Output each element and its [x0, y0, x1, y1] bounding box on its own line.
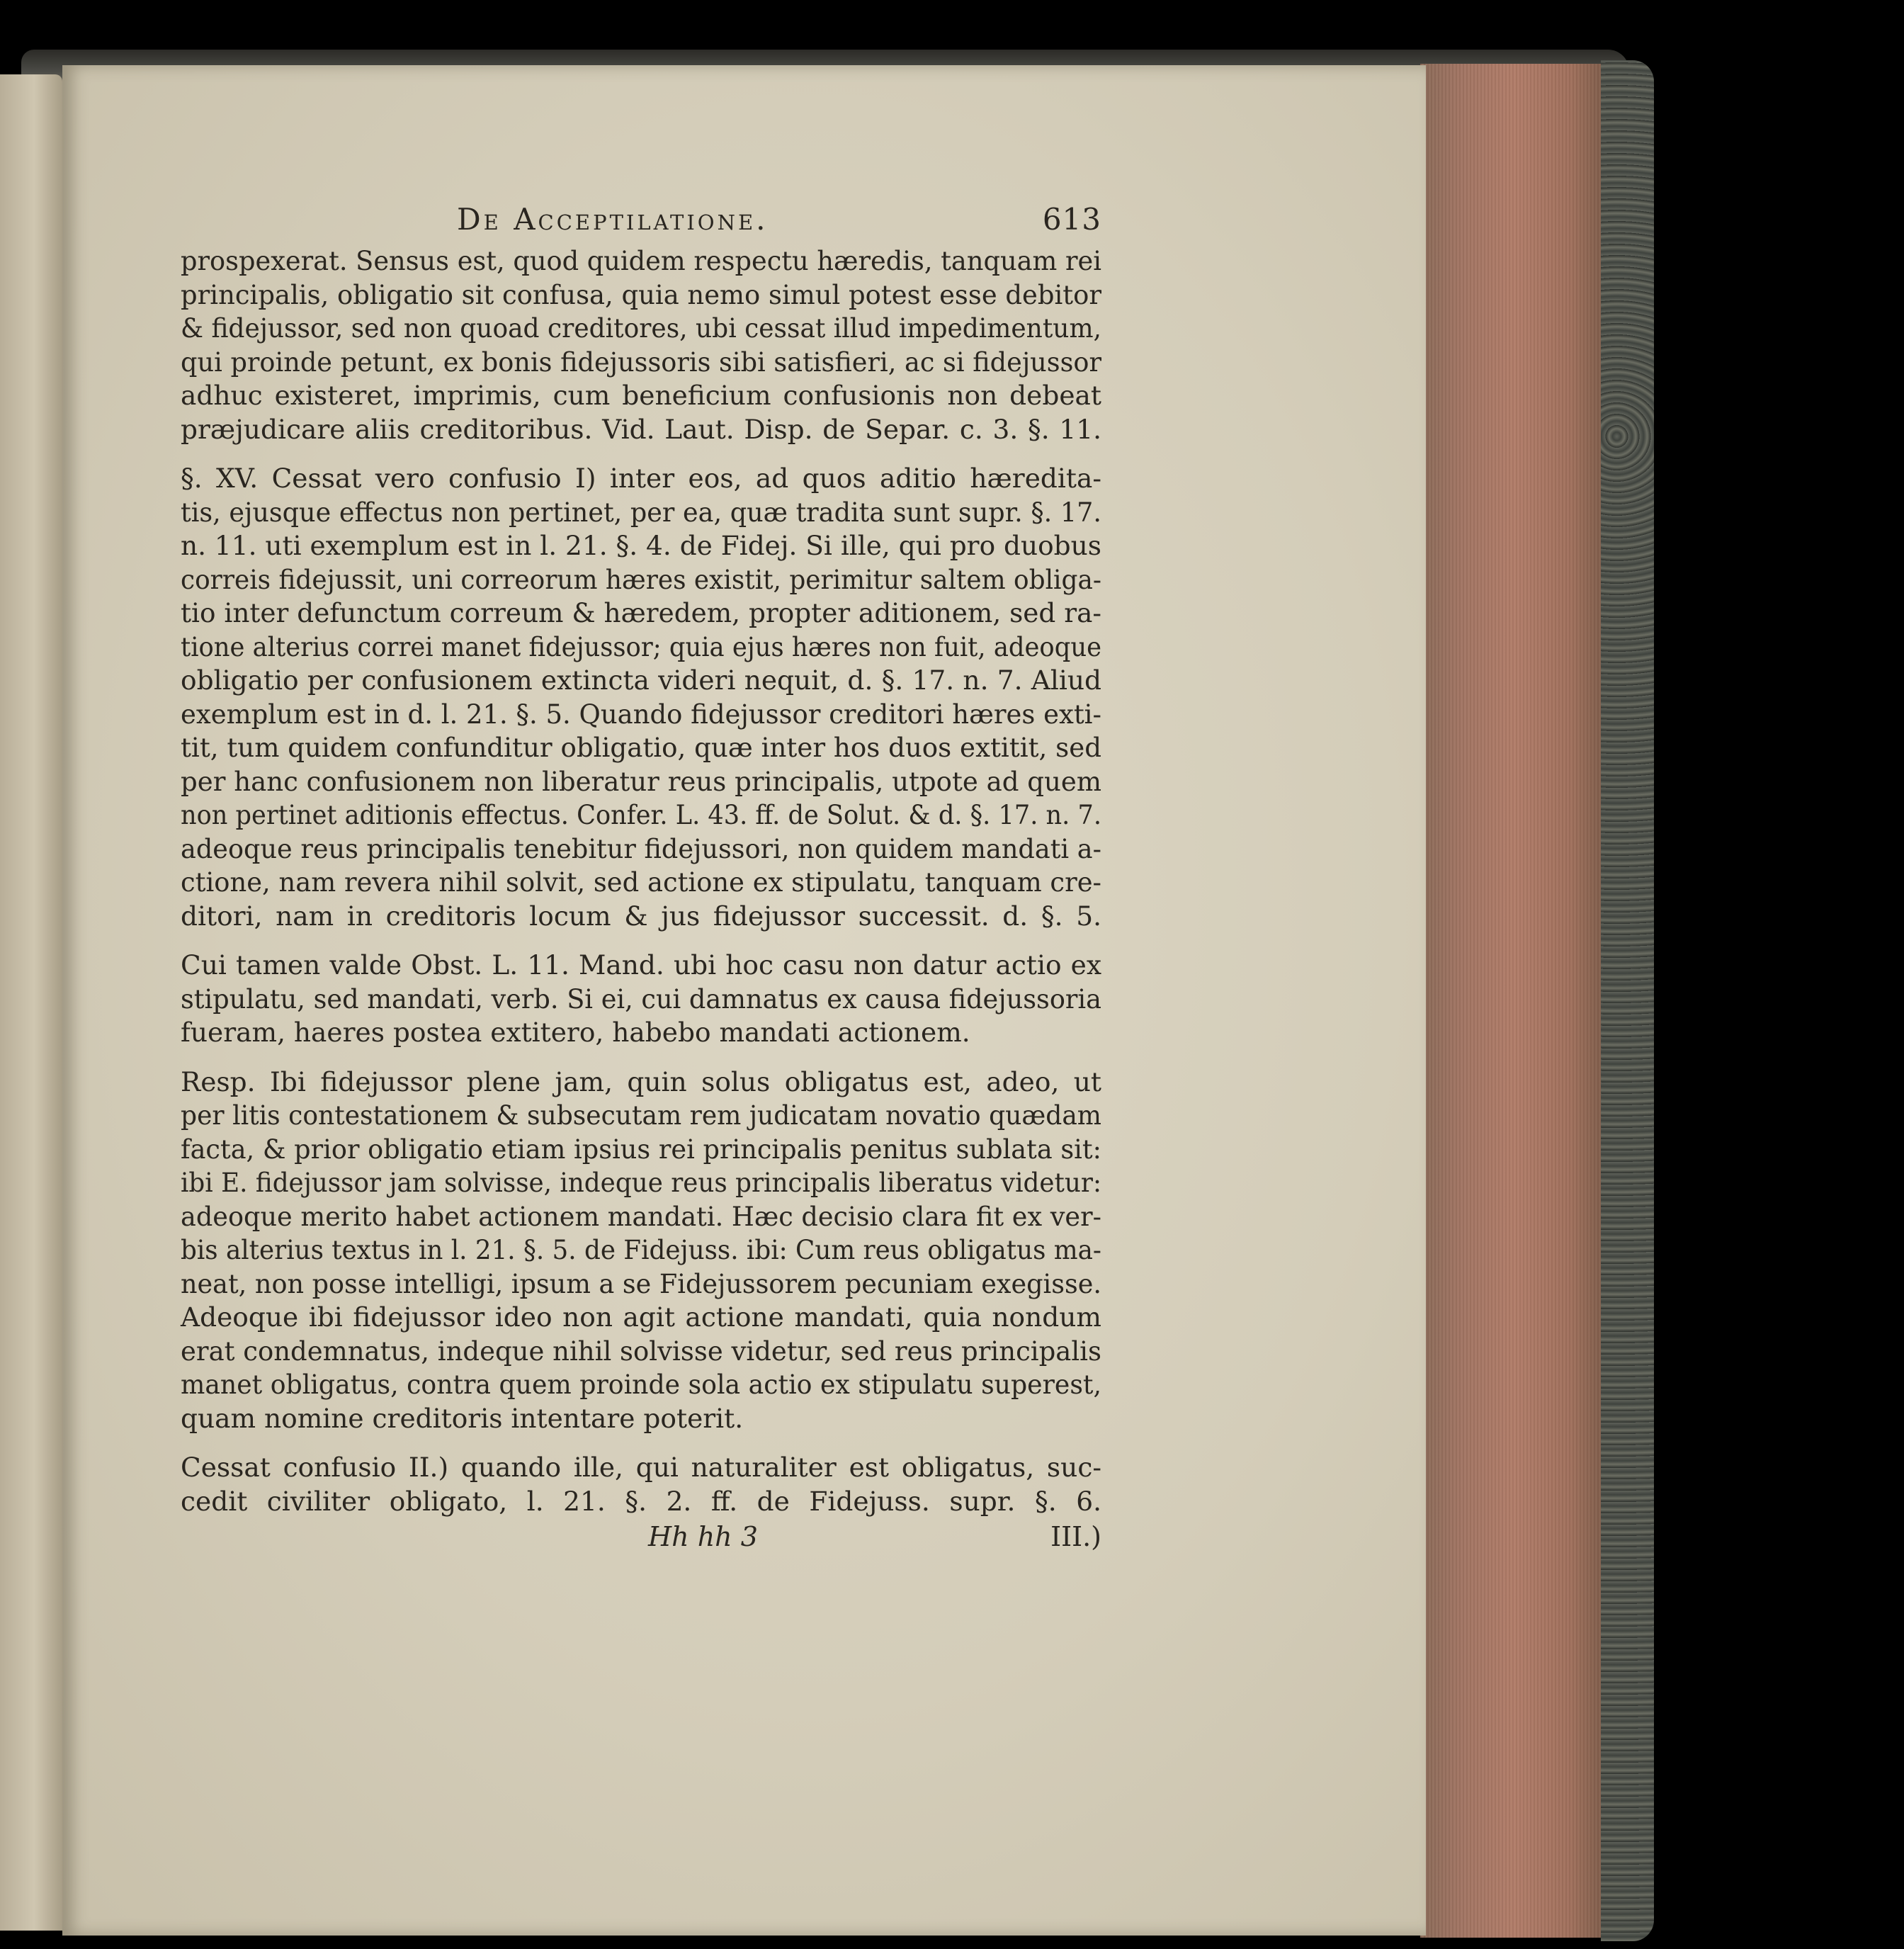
text-line: adhuc existeret, imprimis, cum beneficium confusionis non debeat — [181, 380, 1101, 411]
text-line: manet obligatus, contra quem proinde sola actio ex stipulatu superest, — [181, 1369, 1101, 1400]
text-line: per hanc confusionem non liberatur reus principalis, utpote ad quem — [181, 765, 1101, 797]
page-header — [181, 202, 1101, 244]
text-line: erat condemnatus, indeque nihil solvisse videtur, sed reus principalis — [181, 1335, 1101, 1367]
text-line: ibi E. fidejussor jam solvisse, indeque reus principalis liberatus videtur: — [181, 1167, 1101, 1198]
text-line: cedit civiliter obligato, l. 21. §. 2. ff. de Fidejuss. supr. §. 6. — [181, 1485, 1101, 1517]
text-line: tis, ejusque effectus non pertinet, per ea, quæ tradita sunt supr. §. 17. — [181, 496, 1101, 528]
text-line: obligatio per confusionem extincta videri nequit, d. §. 17. n. 7. Aliud — [181, 665, 1101, 696]
text-line: adeoque reus principalis tenebitur fidejussori, non quidem mandati a- — [181, 832, 1101, 864]
text-line: correis fidejussit, uni correorum hæres existit, perimitur saltem obliga- — [181, 563, 1101, 595]
text-line: & fidejussor, sed non quoad creditores, ubi cessat illud impedimentum, — [181, 312, 1101, 344]
text-line: qui proinde petunt, ex bonis fidejussoris sibi satisfieri, ac si fidejussor — [181, 346, 1101, 378]
paragraph-2 — [181, 462, 1101, 933]
text-line: adeoque merito habet actionem mandati. Hæc decisio clara fit ex ver- — [181, 1200, 1101, 1232]
paragraph-4 — [181, 1066, 1101, 1436]
paragraph-3 — [181, 949, 1101, 1050]
book-cover-right-board — [1601, 60, 1654, 1941]
text-line: fueram, haeres postea extitero, habebo mandati actionem. — [181, 1017, 970, 1048]
page-text-block — [181, 202, 1101, 1564]
text-line: præjudicare aliis creditoribus. Vid. Laut. Disp. de Separ. c. 3. §. 11. — [181, 413, 1101, 445]
text-line: Cui tamen valde Obst. L. 11. Mand. ubi hoc casu non datur actio ex — [181, 949, 1101, 981]
text-line: quam nomine creditoris intentare poterit. — [181, 1402, 744, 1434]
text-line: facta, & prior obligatio etiam ipsius rei principalis penitus sublata sit: — [181, 1133, 1101, 1165]
text-line: non pertinet aditionis effectus. Confer. L. 43. ff. de Solut. & d. §. 17. n. 7. — [181, 799, 1101, 830]
text-line: n. 11. uti exemplum est in l. 21. §. 4. de Fidej. Si ille, qui pro duobus — [181, 530, 1101, 561]
catchword: III.) — [1050, 1521, 1101, 1552]
page-block-fore-edge — [1420, 64, 1608, 1938]
text-line: Adeoque ibi fidejussor ideo non agit actione mandati, quia nondum — [181, 1301, 1101, 1333]
text-line: ditori, nam in creditoris locum & jus fidejussor successit. d. §. 5. — [181, 900, 1101, 932]
running-title: De Acceptilatione. — [457, 202, 769, 237]
text-line: Cessat confusio II.) quando ille, qui naturaliter est obligatus, suc- — [181, 1452, 1101, 1483]
text-line: exemplum est in d. l. 21. §. 5. Quando fidejussor creditori hæres exti- — [181, 698, 1101, 730]
signature-mark: Hh hh 3 — [648, 1521, 758, 1552]
facing-page-edge — [0, 74, 62, 1931]
text-line: tio inter defunctum correum & hæredem, propter aditionem, sed ra- — [181, 597, 1101, 628]
page-footer — [181, 1521, 1101, 1564]
text-line: prospexerat. Sensus est, quod quidem respectu hæredis, tanquam rei — [181, 245, 1101, 276]
text-line: neat, non posse intelligi, ipsum a se Fidejussorem pecuniam exegisse. — [181, 1267, 1101, 1299]
page-number: 613 — [1042, 202, 1101, 237]
paragraph-5 — [181, 1451, 1101, 1518]
text-line: ctione, nam revera nihil solvit, sed actione ex stipulatu, tanquam cre- — [181, 866, 1101, 898]
text-line: bis alterius textus in l. 21. §. 5. de Fidejuss. ibi: Cum reus obligatus ma- — [181, 1234, 1101, 1265]
text-line: §. XV. Cessat vero confusio I) inter eos, ad quos aditio hæredita- — [181, 463, 1101, 494]
text-line: Resp. Ibi fidejussor plene jam, quin solus obligatus est, adeo, ut — [181, 1066, 1101, 1097]
text-line: per litis contestationem & subsecutam rem judicatam novatio quædam — [181, 1100, 1101, 1131]
text-line: tione alterius correi manet fidejussor; quia ejus hæres non fuit, adeoque — [181, 631, 1101, 662]
text-line: principalis, obligatio sit confusa, quia nemo simul potest esse debitor — [181, 278, 1101, 310]
text-line: tit, tum quidem confunditur obligatio, quæ inter hos duos extitit, sed — [181, 732, 1101, 763]
paragraph-1 — [181, 244, 1101, 446]
text-line: stipulatu, sed mandati, verb. Si ei, cui damnatus ex causa fidejussoria — [181, 983, 1101, 1015]
